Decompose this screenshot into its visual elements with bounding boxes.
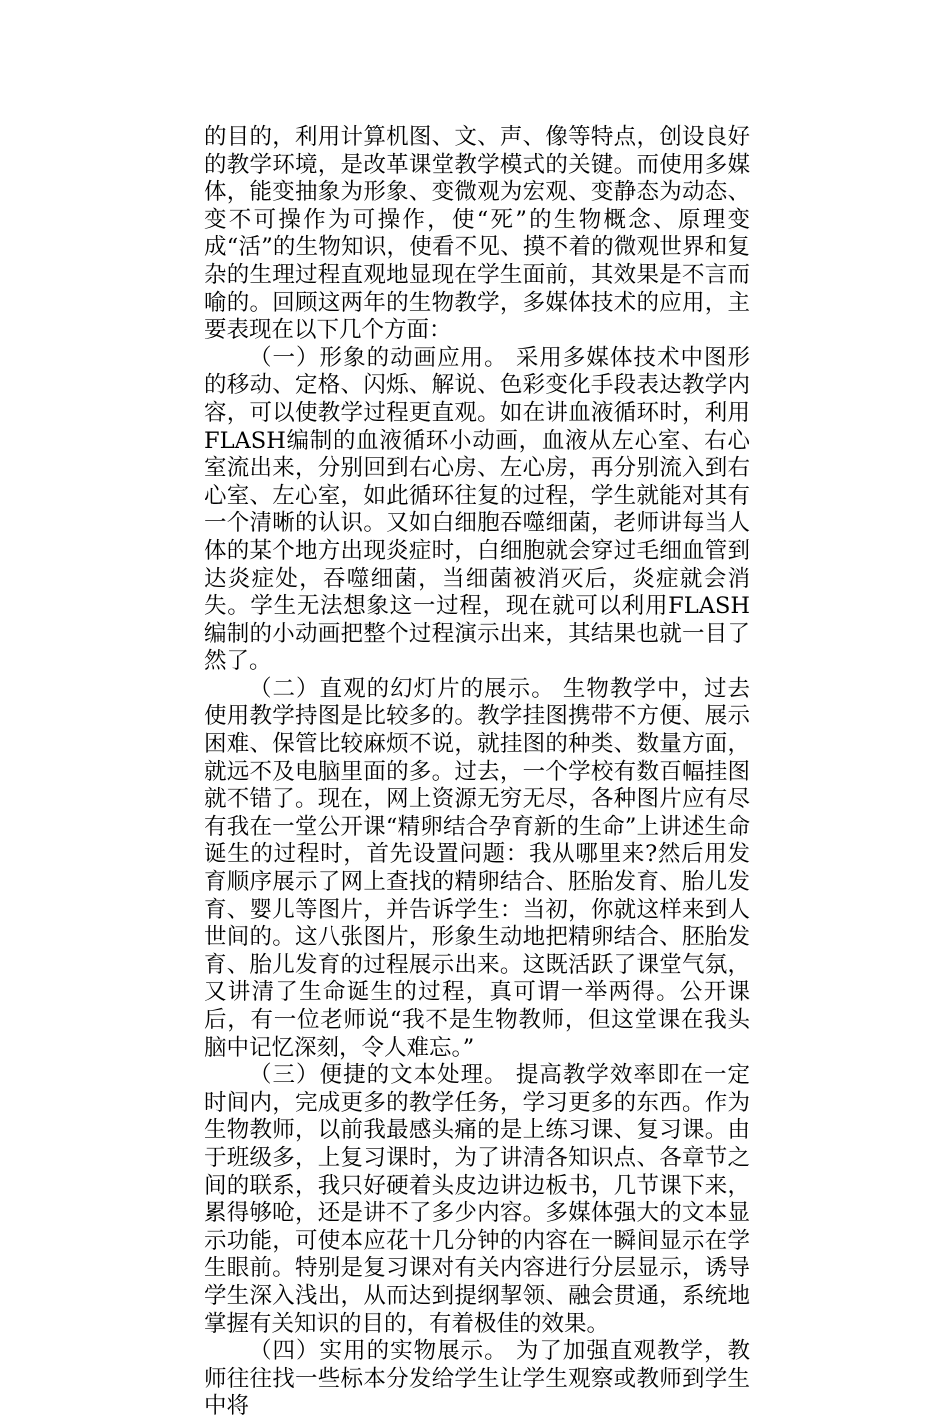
paragraph-section-2 xyxy=(204,676,750,1062)
paragraph-text: 生物教学中，过去使用教学持图是比较多的。教学挂图携带不方便、展示困难、保管比较麻烦不说，就挂图的种类、数量方面，就远不及电脑里面的多。过去，一个学校有数百幅挂图就不错了。现在，网上资源无穷无尽，各种图片应有尽有我在一堂公开课“精卵结合孕育新的生命”上讲述生命诞生的过程时，首先设置问题：我从哪里来?然后用发育顺序展示了网上查找的精卵结合、胚胎发育、胎儿发育、婴儿等图片，并告诉学生：当初，你就这样来到人世间的。这八张图片，形象生动地把精卵结合、胚胎发育、胎儿发育的过程展示出来。这既活跃了课堂气氛，又讲清了生命诞生的过程，真可谓一举两得。公开课后，有一位老师说“我不是生物教师，但这堂课在我头脑中记忆深刻，令人难忘。” xyxy=(204,675,750,1061)
paragraph-text: 为了加强直观教学，教师往往找一些标本分发给学生让学生观察或教师到学生中将 xyxy=(204,1338,750,1420)
section-heading: （四）实用的实物展示。 xyxy=(249,1338,508,1365)
paragraph-section-4 xyxy=(204,1338,750,1421)
paragraph-section-3 xyxy=(204,1062,750,1338)
paragraph-text: 采用多媒体技术中图形的移动、定格、闪烁、解说、色彩变化手段表达教学内容，可以使教学过程更直观。如在讲血液循环时，利用FLASH编制的血液循环小动画，血液从左心室、右心室流出来，分别回到右心房、左心房，再分别流入到右心室、左心室，如此循环往复的过程，学生就能对其有一个清晰的认识。又如白细胞吞噬细菌，老师讲每当人体的某个地方出现炎症时，白细胞就会穿过毛细血管到达炎症处，吞噬细菌，当细菌被消灭后，炎症就会消失。学生无法想象这一过程，现在就可以利用FLASH编制的小动画把整个过程演示出来，其结果也就一目了然了。 xyxy=(204,344,750,675)
section-heading: （三）便捷的文本处理。 xyxy=(249,1062,508,1089)
paragraph-text: 提高教学效率即在一定时间内，完成更多的教学任务，学习更多的东西。作为生物教师，以前我最感头痛的是上练习课、复习课。由于班级多，上复习课时，为了讲清各知识点、各章节之间的联系，我只好硬着头皮边讲边板书，几节课下来，累得够呛，还是讲不了多少内容。多媒体强大的文本显示功能，可使本应花十几分钟的内容在一瞬间显示在学生眼前。特别是复习课对有关内容进行分层显示，诱导学生深入浅出，从而达到提纲挈领、融会贯通，系统地掌握有关知识的目的，有着极佳的效果。 xyxy=(204,1062,750,1337)
section-heading: （一）形象的动画应用。 xyxy=(249,344,508,371)
paragraph-intro xyxy=(204,124,750,345)
paragraph-text: 的目的，利用计算机图、文、声、像等特点，创设良好的教学环境，是改革课堂教学模式的关键。而使用多媒体，能变抽象为形象、变微观为宏观、变静态为动态、变不可操作为可操作，使“死”的生物概念、原理变成“活”的生物知识，使看不见、摸不着的微观世界和复杂的生理过程直观地显现在学生面前，其效果是不言而喻的。回顾这两年的生物教学，多媒体技术的应用，主要表现在以下几个方面： xyxy=(204,124,750,344)
document-body xyxy=(204,124,750,1421)
paragraph-section-1 xyxy=(204,345,750,676)
section-heading: （二）直观的幻灯片的展示。 xyxy=(249,675,555,702)
